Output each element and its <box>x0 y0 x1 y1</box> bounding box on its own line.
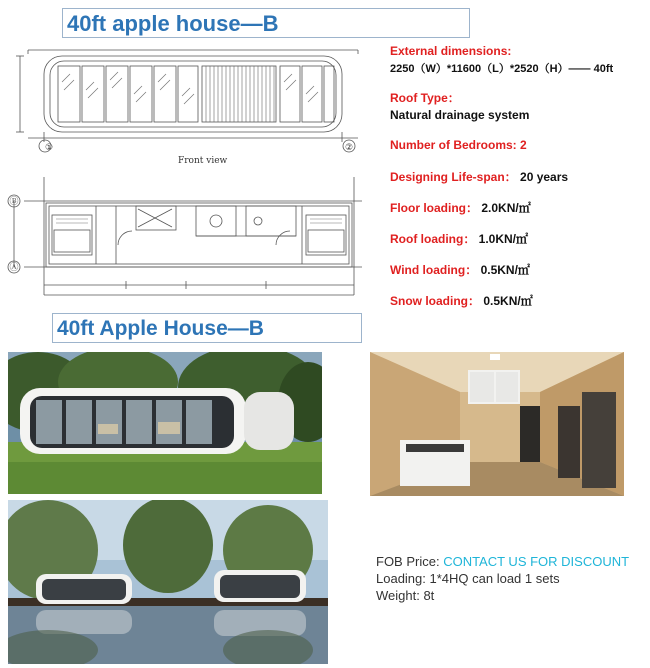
spec-label: Wind loading： <box>390 263 478 277</box>
weight-line: Weight: 8t <box>376 588 435 603</box>
page-title: 40ft apple house—B <box>62 8 470 38</box>
fob-price-line <box>376 553 629 570</box>
spec-external-dimensions <box>390 44 613 76</box>
exterior-photo <box>8 352 322 494</box>
interior-photo <box>370 352 624 496</box>
contact-for-discount-link[interactable]: CONTACT US FOR DISCOUNT <box>443 554 630 569</box>
loading-line: Loading: 1*4HQ can load 1 sets <box>376 571 560 586</box>
spec-wind-loading <box>390 261 530 278</box>
spec-snow-loading <box>390 292 533 309</box>
spec-value: Natural drainage system <box>390 108 530 122</box>
axis-mark-1: ① <box>44 143 54 153</box>
spec-value: 2250（W）*11600（L）*2520（H）—— 40ft <box>390 63 614 75</box>
spec-value: 20 years <box>520 170 569 184</box>
lake-photo <box>8 500 328 664</box>
spec-roof-type <box>390 89 529 122</box>
axis-mark-2: ② <box>344 143 354 153</box>
floor-plan-drawing <box>6 175 378 310</box>
axis-mark-a: Ⓐ <box>9 263 19 273</box>
spec-label: Snow loading： <box>390 294 480 308</box>
spec-value: 2.0KN/㎡ <box>481 201 531 215</box>
section-title: 40ft Apple House—B <box>52 313 362 343</box>
spec-label: Designing Life-span： <box>390 170 517 184</box>
front-view-drawing <box>8 42 378 167</box>
spec-label: Roof loading： <box>390 232 476 246</box>
spec-bedrooms <box>390 138 527 152</box>
spec-label: Floor loading： <box>390 201 478 215</box>
pricing-block <box>376 553 629 604</box>
spec-value: 0.5KN/㎡ <box>480 263 530 277</box>
axis-mark-b: Ⓑ <box>9 197 19 207</box>
fob-price-label: FOB Price: <box>376 554 444 569</box>
spec-label: Roof Type： <box>390 91 460 105</box>
front-view-label: Front view <box>178 156 228 166</box>
spec-value: 1.0KN/㎡ <box>478 232 529 246</box>
spec-floor-loading <box>390 199 531 216</box>
spec-roof-loading <box>390 230 528 247</box>
spec-label: External dimensions: <box>390 44 512 58</box>
spec-value: 0.5KN/㎡ <box>483 294 533 308</box>
spec-life-span <box>390 168 568 185</box>
spec-label: Number of Bedrooms: 2 <box>390 138 527 152</box>
